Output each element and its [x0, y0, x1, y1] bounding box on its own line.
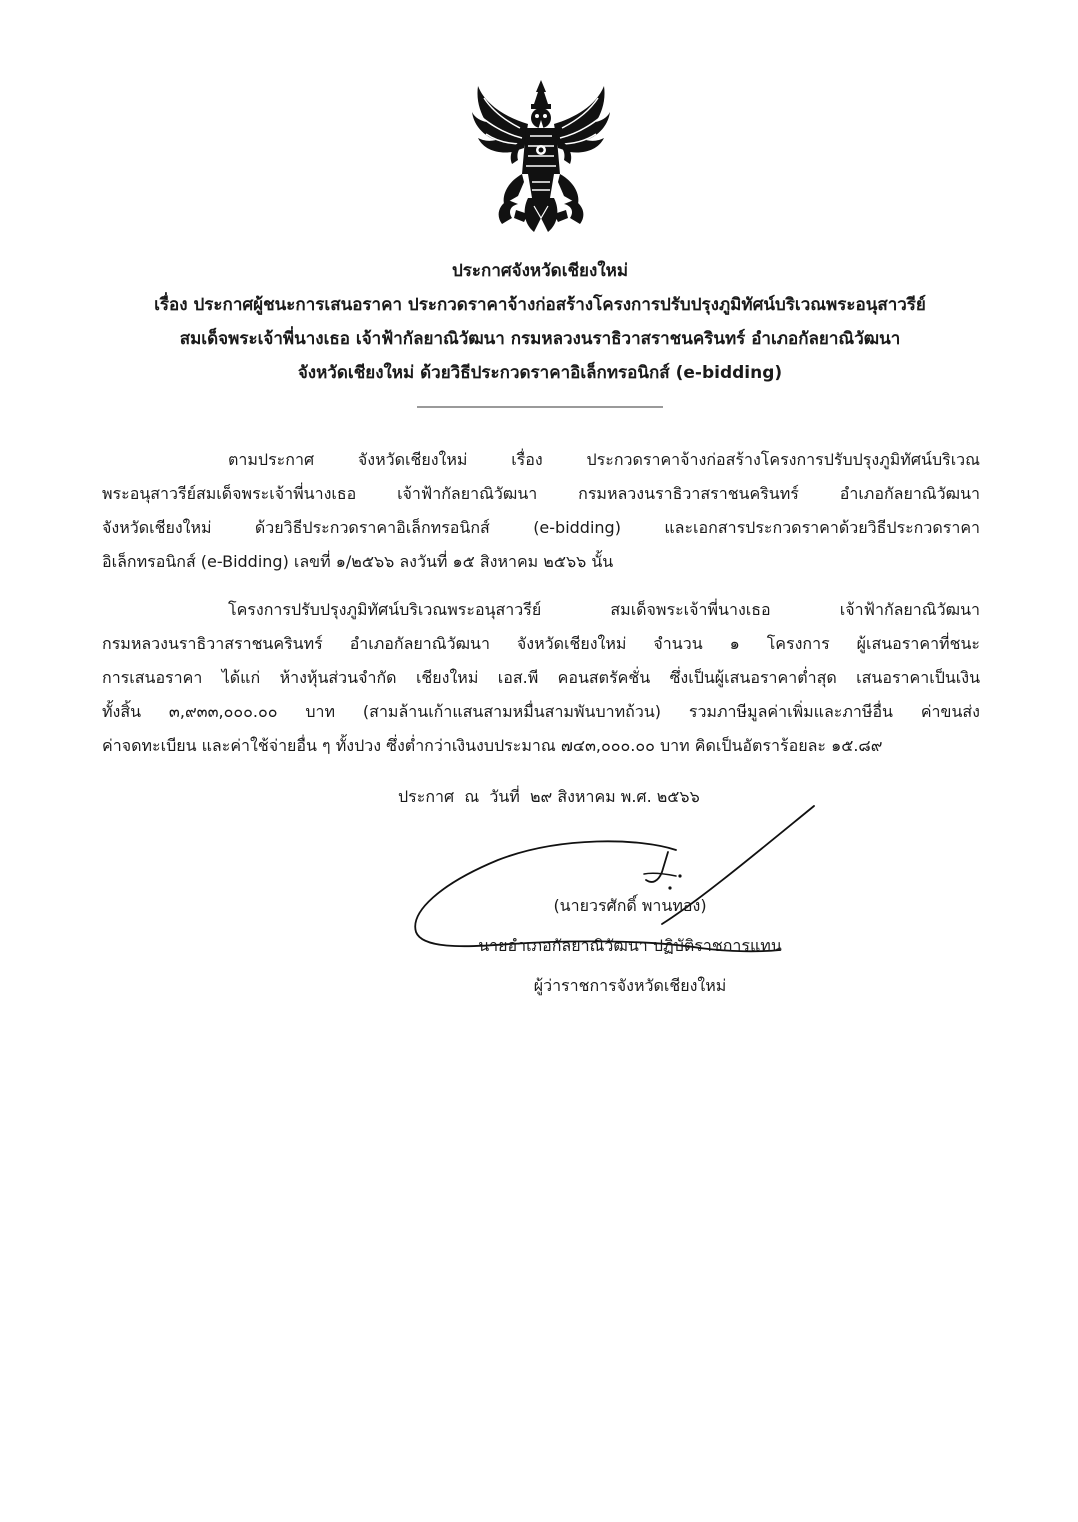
signer-position: นายอำเภอกัลยาณิวัฒนา ปฏิบัติราชการแทน	[478, 936, 782, 955]
paragraph-line: ค่าจดทะเบียน และค่าใช้จ่ายอื่น ๆ ทั้งปวง ซึ่งต่ำกว่าเงินงบประมาณ ๗๔๓,๐๐๐.๐๐ บาท คิดเป็นอัตราร้อยละ ๑๕.๘๙	[102, 736, 883, 755]
title-line-4: จังหวัดเชียงใหม่ ด้วยวิธีประกวดราคาอิเล็กทรอนิกส์ (e-bidding)	[297, 363, 783, 383]
paragraph-line: ตามประกาศ จังหวัดเชียงใหม่ เรื่อง ประกวดราคาจ้างก่อสร้างโครงการปรับปรุงภูมิทัศน์บริเวณ	[228, 450, 980, 469]
announcement-title	[80, 254, 1000, 390]
paragraph-line: โครงการปรับปรุงภูมิทัศน์บริเวณพระอนุสาวรีย์ สมเด็จพระเจ้าพี่นางเธอ เจ้าฟ้ากัลยาณิวัฒนา	[228, 600, 980, 619]
title-line-3: สมเด็จพระเจ้าพี่นางเธอ เจ้าฟ้ากัลยาณิวัฒนา กรมหลวงนราธิวาสราชนครินทร์ อำเภอกัลยาณิวัฒนา	[179, 329, 901, 349]
garuda-emblem-icon	[468, 78, 614, 234]
paragraph-reference	[102, 443, 980, 579]
title-line-2: เรื่อง ประกาศผู้ชนะการเสนอราคา ประกวดราคาจ้างก่อสร้างโครงการปรับปรุงภูมิทัศน์บริเวณพระอนุสาวรีย์	[154, 295, 926, 315]
paragraph-line: กรมหลวงนราธิวาสราชนครินทร์ อำเภอกัลยาณิวัฒนา จังหวัดเชียงใหม่ จำนวน ๑ โครงการ ผู้เสนอราคาที่ชนะ	[102, 634, 980, 653]
paragraph-winner	[102, 593, 980, 763]
paragraph-line: อิเล็กทรอนิกส์ (e-Bidding) เลขที่ ๑/๒๕๖๖ ลงวันที่ ๑๕ สิงหาคม ๒๕๖๖ นั้น	[102, 552, 614, 571]
signer-name: (นายวรศักดิ์ พานทอง)	[553, 896, 707, 915]
signer-block	[420, 886, 840, 1006]
announcement-date: ประกาศ ณ วันที่ ๒๙ สิงหาคม พ.ศ. ๒๕๖๖	[398, 787, 700, 806]
paragraph-line: ทั้งสิ้น ๓,๙๓๓,๐๐๐.๐๐ บาท (สามล้านเก้าแสนสามหมื่นสามพันบาทถ้วน) รวมภาษีมูลค่าเพิ่มและภาษีอื่น ค่าขนส่ง	[102, 702, 980, 721]
title-line-1: ประกาศจังหวัดเชียงใหม่	[451, 261, 629, 281]
title-divider	[417, 406, 663, 408]
signer-position-on-behalf: ผู้ว่าราชการจังหวัดเชียงใหม่	[533, 976, 727, 995]
paragraph-line: การเสนอราคา ได้แก่ ห้างหุ้นส่วนจำกัด เชียงใหม่ เอส.พี คอนสตรัคชั่น ซึ่งเป็นผู้เสนอราคาต่ำสุด เสนอราคาเป็นเงิน	[102, 668, 980, 687]
paragraph-line: จังหวัดเชียงใหม่ ด้วยวิธีประกวดราคาอิเล็กทรอนิกส์ (e-bidding) และเอกสารประกวดราคาด้วยวิธีประกวดราคา	[102, 518, 980, 537]
paragraph-line: พระอนุสาวรีย์สมเด็จพระเจ้าพี่นางเธอ เจ้าฟ้ากัลยาณิวัฒนา กรมหลวงนราธิวาสราชนครินทร์ อำเภอกัลยาณิวัฒนา	[102, 484, 980, 503]
